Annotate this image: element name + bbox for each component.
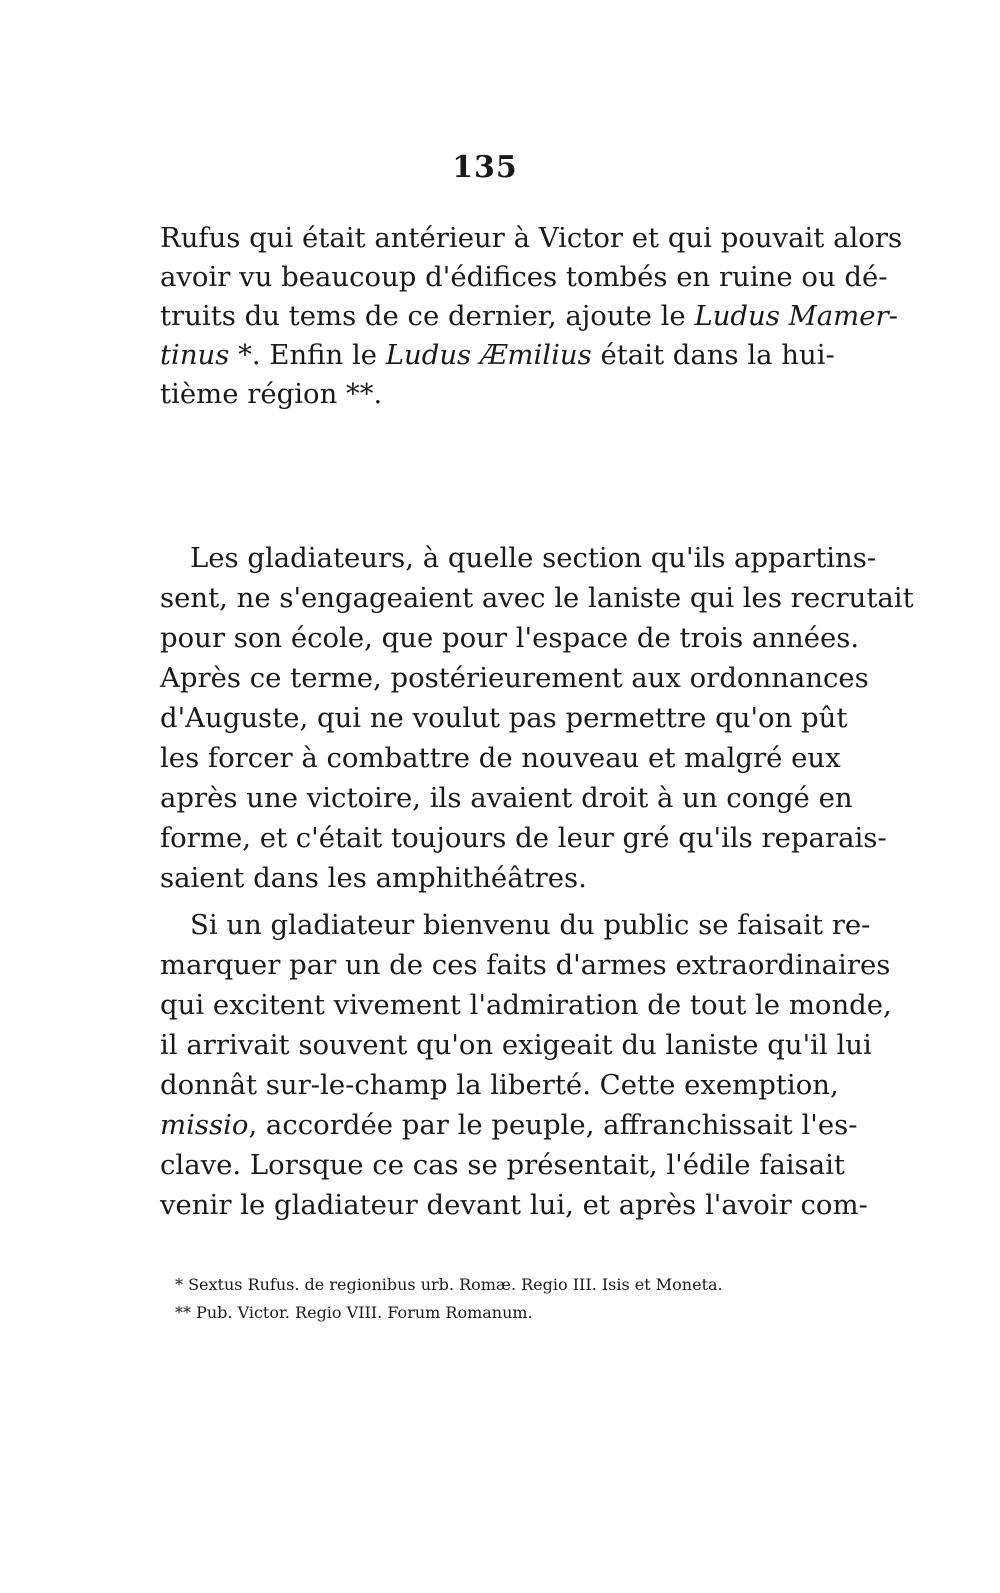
text-line: tième région **. bbox=[160, 378, 383, 410]
text-line: forme, et c'était toujours de leur gré qu'ils reparais- bbox=[160, 822, 887, 854]
text-line: venir le gladiateur devant lui, et après l'avoir com- bbox=[160, 1189, 868, 1221]
text-line: après une victoire, ils avaient droit à un congé en bbox=[160, 782, 853, 814]
text-line bbox=[160, 1105, 858, 1145]
text-line: Les gladiateurs, à quelle section qu'ils appartins- bbox=[190, 542, 877, 574]
text-line: qui excitent vivement l'admiration de tout le monde, bbox=[160, 989, 892, 1021]
italic-term: tinus bbox=[160, 339, 230, 371]
text-line: sent, ne s'engageaient avec le laniste qui les recrutait bbox=[160, 582, 914, 614]
text-line: les forcer à combattre de nouveau et malgré eux bbox=[160, 742, 841, 774]
text-line: marquer par un de ces faits d'armes extraordinaires bbox=[160, 949, 891, 981]
text-line bbox=[160, 296, 898, 336]
text-fragment: était dans la hui- bbox=[591, 339, 835, 371]
text-line: pour son école, que pour l'espace de trois années. bbox=[160, 622, 860, 654]
text-line: saient dans les amphithéâtres. bbox=[160, 862, 587, 894]
text-line: clave. Lorsque ce cas se présentait, l'édile faisait bbox=[160, 1149, 845, 1181]
text-fragment: , accordée par le peuple, affranchissait l'es- bbox=[248, 1109, 858, 1141]
text-line: Après ce terme, postérieurement aux ordonnances bbox=[160, 662, 869, 694]
text-line: il arrivait souvent qu'on exigeait du laniste qu'il lui bbox=[160, 1029, 872, 1061]
text-line: donnât sur-le-champ la liberté. Cette exemption, bbox=[160, 1069, 839, 1101]
italic-term: Ludus Mamer- bbox=[694, 300, 898, 332]
italic-term: Ludus Æmilius bbox=[385, 339, 592, 371]
text-line bbox=[160, 335, 835, 375]
page-number: 135 bbox=[452, 150, 518, 185]
footnote: * Sextus Rufus. de regionibus urb. Romæ. Regio III. Isis et Moneta. bbox=[175, 1275, 723, 1294]
text-fragment: *. Enfin le bbox=[229, 339, 386, 371]
footnote: ** Pub. Victor. Regio VIII. Forum Romanum. bbox=[175, 1303, 533, 1322]
text-line: Si un gladiateur bienvenu du public se faisait re- bbox=[190, 909, 871, 941]
text-line: d'Auguste, qui ne voulut pas permettre qu'on pût bbox=[160, 702, 848, 734]
text-fragment: truits du tems de ce dernier, ajoute le bbox=[160, 300, 686, 332]
text-line: Rufus qui était antérieur à Victor et qui pouvait alors bbox=[160, 222, 903, 254]
text-line: avoir vu beaucoup d'édifices tombés en ruine ou dé- bbox=[160, 261, 888, 293]
italic-term: missio bbox=[160, 1109, 249, 1141]
